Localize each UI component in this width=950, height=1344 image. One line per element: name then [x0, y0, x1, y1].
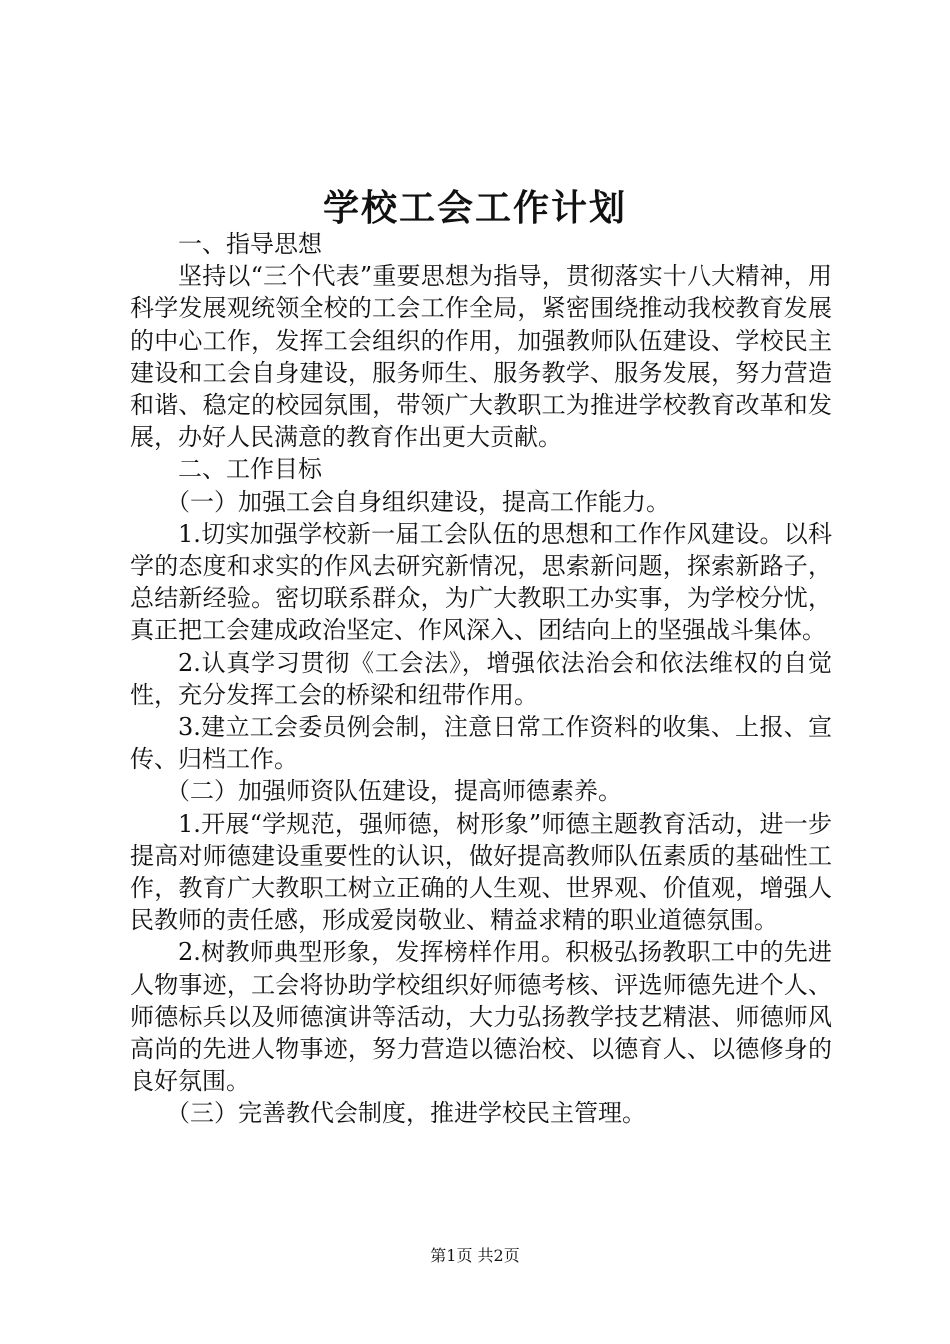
paragraph: 1.开展“学规范，强师德，树形象”师德主题教育活动，进一步提高对师德建设重要性的认识，做好提高教师队伍素质的基础性工作，教育广大教职工树立正确的人生观、世界观、价值观，增强人民教师的责任感，形成爱岗敬业、精益求精的职业道德氛围。	[130, 809, 832, 935]
paragraph: 2.树教师典型形象，发挥榜样作用。积极弘扬教职工中的先进人物事迹，工会将协助学校组织好师德考核、评选师德先进个人、师德标兵以及师德演讲等活动，大力弘扬教学技艺精湛、师德师风高尚的先进人物事迹，努力营造以德治校、以德育人、以德修身的良好氛围。	[130, 938, 832, 1096]
paragraph: 3.建立工会委员例会制，注意日常工作资料的收集、上报、宣传、归档工作。	[130, 713, 832, 774]
paragraph: 1.切实加强学校新一届工会队伍的思想和工作作风建设。以科学的态度和求实的作风去研究新情况，思索新问题，探索新路子，总结新经验。密切联系群众，为广大教职工办实事，为学校分忧，真正把工会建成政治坚定、作风深入、团结向上的坚强战斗集体。	[130, 519, 832, 645]
subsection-heading: （二）加强师资队伍建设，提高师德素养。	[166, 777, 622, 806]
document-title: 学校工会工作计划	[322, 187, 627, 229]
paragraph: 2.认真学习贯彻《工会法》，增强依法治会和依法维权的自觉性，充分发挥工会的桥梁和纽带作用。	[130, 648, 832, 709]
document-body	[130, 228, 832, 1130]
subsection-heading: （三）完善教代会制度，推进学校民主管理。	[166, 1099, 646, 1128]
subsection-heading: （一）加强工会自身组织建设，提高工作能力。	[166, 487, 670, 516]
section-heading: 二、工作目标	[178, 455, 322, 484]
page-footer: 第1页 共2页	[430, 1246, 520, 1265]
paragraph: 坚持以“三个代表”重要思想为指导，贯彻落实十八大精神，用科学发展观统领全校的工会工作全局，紧密围绕推动我校教育发展的中心工作，发挥工会组织的作用，加强教师队伍建设、学校民主建设和工会自身建设，服务师生、服务教学、服务发展，努力营造和谐、稳定的校园氛围，带领广大教职工为推进学校教育改革和发展，办好人民满意的教育作出更大贡献。	[130, 262, 832, 452]
section-heading: 一、指导思想	[178, 230, 322, 258]
